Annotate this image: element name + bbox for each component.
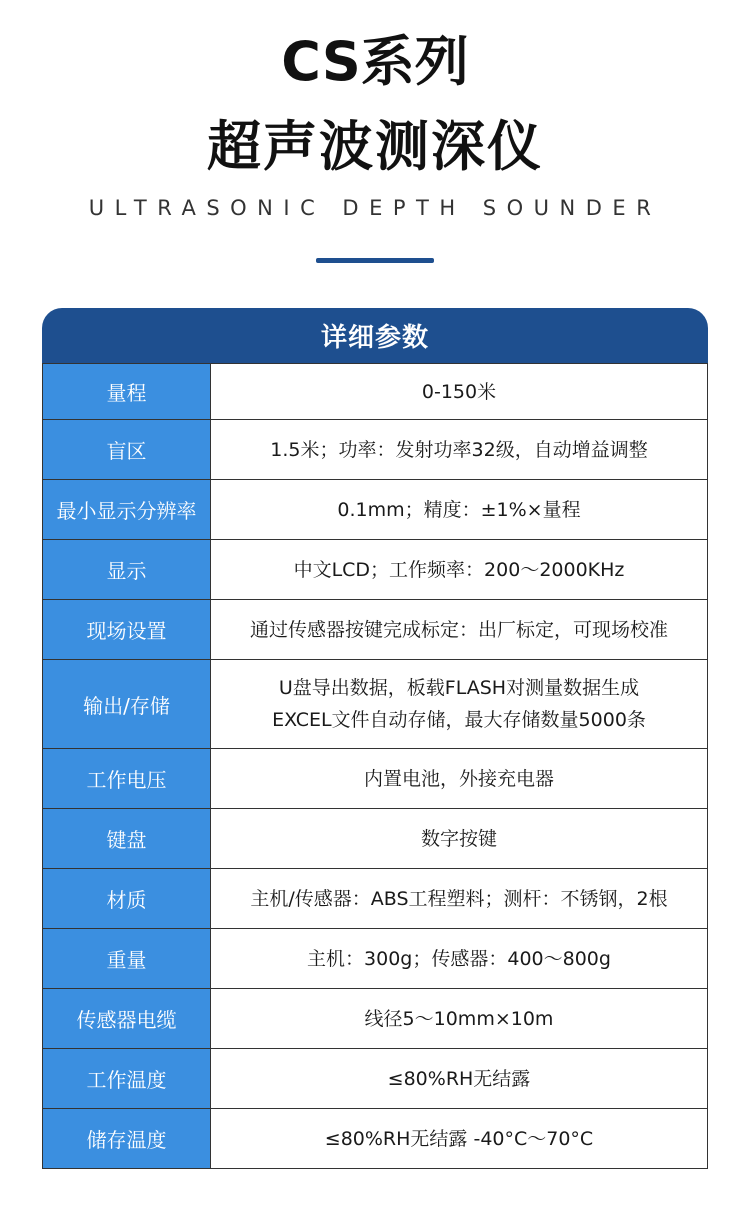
spec-row: [43, 480, 708, 540]
spec-row: [43, 989, 708, 1049]
spec-label: 输出/存储: [43, 660, 211, 749]
spec-label: 重量: [43, 929, 211, 989]
page-subtitle-english: ULTRASONIC DEPTH SOUNDER: [88, 196, 662, 220]
spec-row: [43, 1049, 708, 1109]
spec-value: [211, 540, 708, 600]
spec-value-line: EXCEL文件自动存储，最大存储数量5000条: [272, 709, 646, 731]
spec-label: 储存温度: [43, 1109, 211, 1169]
spec-value-line: 数字按键: [420, 827, 497, 850]
spec-row: [43, 600, 708, 660]
spec-value-line: U盘导出数据，板载FLASH对测量数据生成: [278, 677, 640, 699]
spec-table: [42, 363, 708, 1169]
spec-label: 工作温度: [43, 1049, 211, 1109]
spec-value: [211, 364, 708, 420]
spec-value: [211, 869, 708, 929]
spec-value: [211, 1109, 708, 1169]
spec-value: [211, 600, 708, 660]
spec-value-line: 1.5米；功率：发射功率32级，自动增益调整: [270, 438, 648, 461]
page-title-product: 超声波测深仪: [207, 115, 543, 178]
spec-row: [43, 364, 708, 420]
spec-row: [43, 929, 708, 989]
spec-label: 材质: [43, 869, 211, 929]
spec-value-line: 内置电池，外接充电器: [363, 767, 554, 790]
spec-value-line: 主机：300g；传感器：400～800g: [307, 947, 611, 970]
spec-value: [211, 989, 708, 1049]
spec-value-line: 线径5～10mm×10m: [364, 1007, 554, 1030]
spec-value-line: 中文LCD；工作频率：200～2000KHz: [293, 558, 625, 581]
spec-label: 键盘: [43, 809, 211, 869]
spec-row: [43, 420, 708, 480]
spec-row: [43, 540, 708, 600]
spec-value-line: ≤80%RH无结露: [387, 1067, 531, 1090]
spec-value: [211, 749, 708, 809]
page-title-series: CS系列: [281, 30, 469, 93]
spec-table-title: 详细参数: [42, 308, 708, 363]
spec-value: [211, 660, 708, 749]
spec-label: 最小显示分辨率: [43, 480, 211, 540]
spec-row: [43, 1109, 708, 1169]
spec-value: [211, 809, 708, 869]
spec-value-line: 0-150米: [421, 380, 497, 403]
spec-value-line: 0.1mm；精度：±1%×量程: [337, 498, 581, 521]
spec-row: [43, 869, 708, 929]
spec-label: 盲区: [43, 420, 211, 480]
spec-value: [211, 480, 708, 540]
spec-value: [211, 1049, 708, 1109]
title-divider: [316, 258, 434, 263]
spec-label: 量程: [43, 364, 211, 420]
spec-value-line: ≤80%RH无结露 -40°C～70°C: [324, 1127, 594, 1150]
spec-table-container: [42, 308, 708, 1169]
spec-row: [43, 749, 708, 809]
spec-row: [43, 660, 708, 749]
spec-row: [43, 809, 708, 869]
spec-value-line: 通过传感器按键完成标定：出厂标定，可现场校准: [249, 618, 668, 641]
spec-label: 传感器电缆: [43, 989, 211, 1049]
spec-value-line: 主机/传感器：ABS工程塑料；测杆：不锈钢，2根: [250, 887, 668, 910]
spec-value: [211, 929, 708, 989]
spec-value: [211, 420, 708, 480]
spec-label: 工作电压: [43, 749, 211, 809]
spec-label: 现场设置: [43, 600, 211, 660]
spec-label: 显示: [43, 540, 211, 600]
